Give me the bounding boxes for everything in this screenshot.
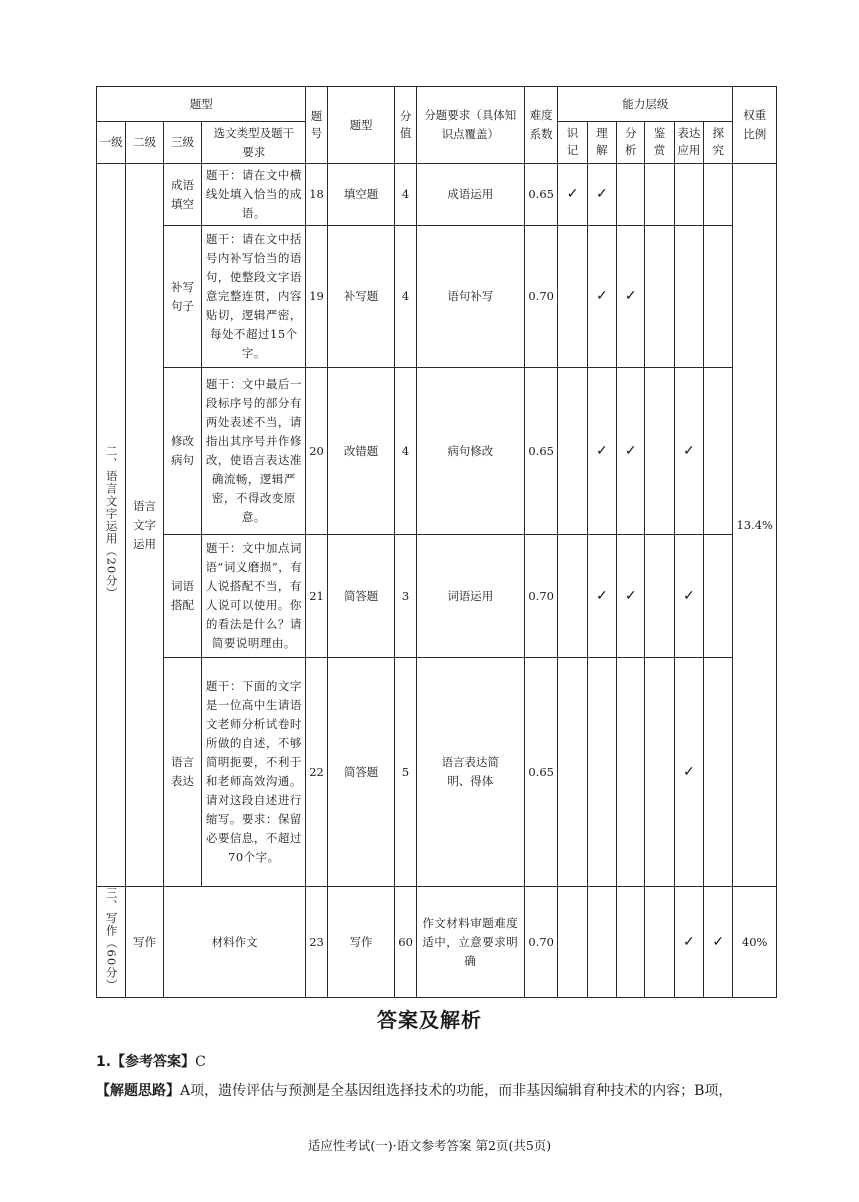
header-difficulty: 难度系数 xyxy=(524,87,557,164)
row18-req: 成语运用 xyxy=(416,164,524,226)
table-row xyxy=(97,887,777,998)
row22-check-tanjiu xyxy=(704,658,733,887)
row21-check-lijie: ✓ xyxy=(587,535,616,658)
row18-check-fenxi xyxy=(617,164,645,226)
row21-check-tanjiu xyxy=(704,535,733,658)
answer-1-label: 1.【参考答案】 xyxy=(96,1054,196,1070)
row22-stem: 题干：下面的文字是一位高中生请语文老师分析试卷时所做的自述，不够简明扼要，不利于和老师高效沟通。请对这段自述进行缩写。要求：保留必要信息，不超过70个字。 xyxy=(202,658,306,887)
row20-check-lijie: ✓ xyxy=(587,368,616,535)
row20-stem: 题干：文中最后一段标序号的部分有两处表述不当，请指出其序号并作修改，使语言表达准确流畅，逻辑严密，不得改变原意。 xyxy=(202,368,306,535)
row20-check-shiji xyxy=(558,368,587,535)
row23-req: 作文材料审题难度适中，立意要求明确 xyxy=(416,887,524,998)
row18-no: 18 xyxy=(306,164,327,226)
row19-check-lijie: ✓ xyxy=(587,226,616,368)
row18-type: 填空题 xyxy=(327,164,395,226)
header-level3: 三级 xyxy=(163,122,201,164)
answer-1-value: C xyxy=(195,1054,206,1070)
row21-req: 词语运用 xyxy=(416,535,524,658)
row20-score: 4 xyxy=(395,368,416,535)
table-row xyxy=(97,535,777,658)
row23-no: 23 xyxy=(306,887,327,998)
header-level2: 二级 xyxy=(126,122,163,164)
header-ability-tanjiu: 探究 xyxy=(704,122,733,164)
row23-check-jianshang xyxy=(645,887,674,998)
row22-diff: 0.65 xyxy=(524,658,557,887)
row22-check-biaoda: ✓ xyxy=(674,658,703,887)
header-ability-shiji: 识记 xyxy=(558,122,587,164)
row21-diff: 0.70 xyxy=(524,535,557,658)
header-tixing-group: 题型 xyxy=(97,87,306,122)
header-ability-biaoda: 表达应用 xyxy=(674,122,703,164)
row21-stem: 题干：文中加点词语“词义磨损”，有人说搭配不当，有人说可以使用。你的看法是什么？请简要说明理由。 xyxy=(202,535,306,658)
row19-score: 4 xyxy=(395,226,416,368)
section2-weight: 13.4% xyxy=(733,164,777,887)
table-row xyxy=(97,658,777,887)
row22-check-jianshang xyxy=(645,658,674,887)
row19-stem: 题干：请在文中括号内补写恰当的语句，使整段文字语意完整连贯，内容贴切，逻辑严密，每处不超过15个字。 xyxy=(202,226,306,368)
row18-check-shiji: ✓ xyxy=(558,164,587,226)
row20-level3: 修改病句 xyxy=(163,368,201,535)
answers-title: 答案及解析 xyxy=(377,1008,482,1032)
row19-check-biaoda xyxy=(674,226,703,368)
header-ability-lijie: 理解 xyxy=(587,122,616,164)
row23-check-lijie xyxy=(587,887,616,998)
header-tixing: 题型 xyxy=(327,87,395,164)
row21-check-biaoda: ✓ xyxy=(674,535,703,658)
row18-diff: 0.65 xyxy=(524,164,557,226)
answer-1-explanation xyxy=(96,1080,796,1100)
row21-score: 3 xyxy=(395,535,416,658)
row23-check-tanjiu: ✓ xyxy=(704,887,733,998)
section3-level2: 写作 xyxy=(126,887,163,998)
header-ability: 能力层级 xyxy=(558,87,733,122)
row19-level3: 补写句子 xyxy=(163,226,201,368)
row21-check-jianshang xyxy=(645,535,674,658)
table-row xyxy=(97,226,777,368)
row19-check-shiji xyxy=(558,226,587,368)
row23-type: 写作 xyxy=(327,887,395,998)
row22-check-shiji xyxy=(558,658,587,887)
row22-check-lijie xyxy=(587,658,616,887)
section2-level1: 二、语言文字运用（20分） xyxy=(97,164,126,887)
row23-diff: 0.70 xyxy=(524,887,557,998)
exam-spec-table xyxy=(96,86,777,998)
row22-check-fenxi xyxy=(617,658,645,887)
table-row xyxy=(97,164,777,226)
row22-score: 5 xyxy=(395,658,416,887)
row23-check-fenxi xyxy=(617,887,645,998)
row20-check-tanjiu xyxy=(704,368,733,535)
row19-no: 19 xyxy=(306,226,327,368)
row22-req: 语言表达简明、得体 xyxy=(416,658,524,887)
row21-no: 21 xyxy=(306,535,327,658)
header-requirement: 分题要求（具体知识点覆盖） xyxy=(416,87,524,164)
row18-check-lijie: ✓ xyxy=(587,164,616,226)
section3-stem: 材料作文 xyxy=(163,887,306,998)
row22-type: 简答题 xyxy=(327,658,395,887)
row19-type: 补写题 xyxy=(327,226,395,368)
header-fenzhi: 分值 xyxy=(395,87,416,164)
page-footer: 适应性考试(一)·语文参考答案 第2页(共5页) xyxy=(307,1138,552,1153)
row21-type: 简答题 xyxy=(327,535,395,658)
row18-check-tanjiu xyxy=(704,164,733,226)
row21-level3: 词语搭配 xyxy=(163,535,201,658)
row19-check-fenxi: ✓ xyxy=(617,226,645,368)
row18-check-jianshang xyxy=(645,164,674,226)
row21-check-fenxi: ✓ xyxy=(617,535,645,658)
row19-check-jianshang xyxy=(645,226,674,368)
row20-no: 20 xyxy=(306,368,327,535)
header-level1: 一级 xyxy=(97,122,126,164)
row23-check-biaoda: ✓ xyxy=(674,887,703,998)
row20-diff: 0.65 xyxy=(524,368,557,535)
row18-score: 4 xyxy=(395,164,416,226)
row20-check-jianshang xyxy=(645,368,674,535)
row20-type: 改错题 xyxy=(327,368,395,535)
row22-level3: 语言表达 xyxy=(163,658,201,887)
row18-level3: 成语填空 xyxy=(163,164,201,226)
section3-weight: 40% xyxy=(733,887,777,998)
row18-check-biaoda xyxy=(674,164,703,226)
explanation-text: A项，遗传评估与预测是全基因组选择技术的功能，而非基因编辑育种技术的内容；B项， xyxy=(180,1083,733,1099)
section2-level2: 语言文字运用 xyxy=(126,164,163,887)
table-row xyxy=(97,368,777,535)
header-stem-type: 选文类型及题干要求 xyxy=(202,122,306,164)
row19-check-tanjiu xyxy=(704,226,733,368)
row22-no: 22 xyxy=(306,658,327,887)
answer-1 xyxy=(96,1051,206,1071)
row18-stem: 题干：请在文中横线处填入恰当的成语。 xyxy=(202,164,306,226)
row23-score: 60 xyxy=(395,887,416,998)
section3-level1: 三、写作（60分） xyxy=(97,887,126,998)
header-tihao: 题号 xyxy=(306,87,327,164)
row21-check-shiji xyxy=(558,535,587,658)
row20-check-fenxi: ✓ xyxy=(617,368,645,535)
row19-req: 语句补写 xyxy=(416,226,524,368)
header-ability-fenxi: 分析 xyxy=(617,122,645,164)
row20-req: 病句修改 xyxy=(416,368,524,535)
row19-diff: 0.70 xyxy=(524,226,557,368)
header-ability-jianshang: 鉴赏 xyxy=(645,122,674,164)
row20-check-biaoda: ✓ xyxy=(674,368,703,535)
explanation-label: 【解题思路】 xyxy=(96,1083,180,1099)
header-weight: 权重比例 xyxy=(733,87,777,164)
row23-check-shiji xyxy=(558,887,587,998)
